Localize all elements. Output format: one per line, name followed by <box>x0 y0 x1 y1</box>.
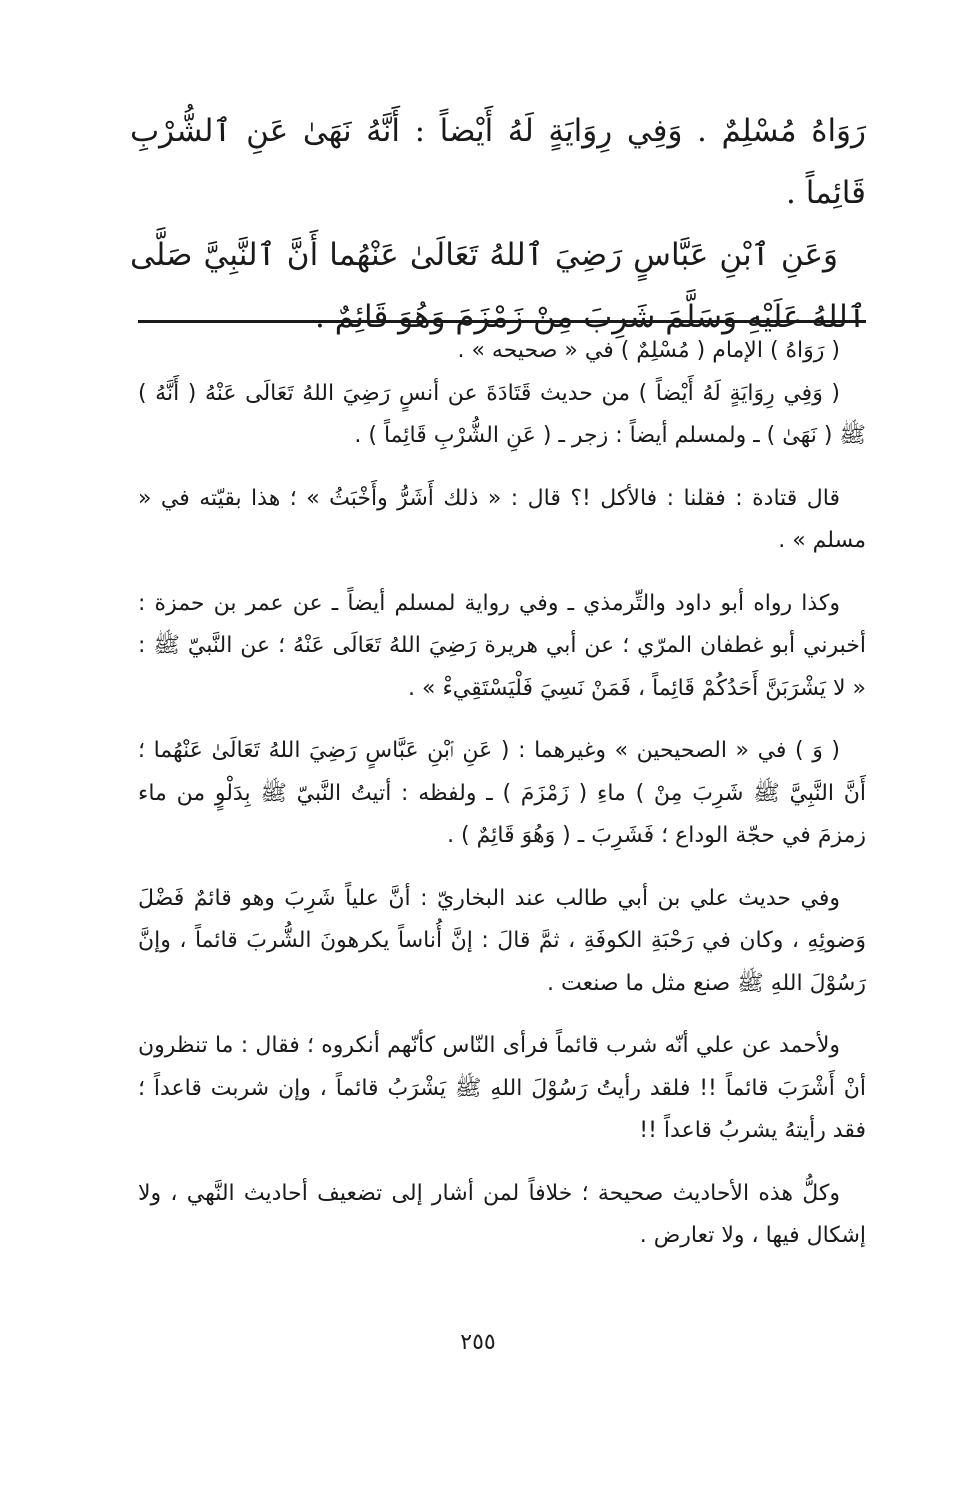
commentary-paragraph-1: ( رَوَاهُ ) الإمام ( مُسْلِمٌ ) في « صحيحه » . <box>457 338 840 363</box>
commentary-paragraph-4: وكذا رواه أبو داود والتِّرمذي ـ وفي رواية لمسلم أيضاً ـ عن عمر بن حمزة : أخبرني أبو غطفان المرّي ؛ عن أبي هريرة رَضِيَ اللهُ تَعَالَى عَنْهُ ؛ عن النَّبيّ ﷺ : « لا يَشْرَبَنَّ أَحَدُكُمْ قَائِماً ، فَمَنْ نَسِيَ فَلْيَسْتَقِيءْ » . <box>138 590 866 701</box>
commentary-text <box>138 330 866 1278</box>
matn-hadith-2: وَعَنِ ٱبْنِ عَبَّاسٍ رَضِيَ ٱللهُ تَعَالَىٰ عَنْهُما أَنَّ ٱلنَّبِيَّ صَلَّى ٱللهُ عَلَيْهِ وَسَلَّمَ شَرِبَ مِنْ زَمْزَمَ وَهُوَ قَائِمٌ . <box>130 237 866 335</box>
commentary-paragraph-7: ولأحمد عن علي أنّه شرب قائماً فرأى النّاس كأنّهم أنكروه ؛ فقال : ما تنظرون أنْ أَشْرَبَ قائماً !! فلقد رأيتُ رَسُوْلَ اللهِ ﷺ يَشْرَبُ قائماً ، وإن شربت قاعداً ؛ فقد رأيتهُ يشربُ قاعداً !! <box>138 1033 866 1143</box>
commentary-paragraph-3: قال قتادة : فقلنا : فالأكل !؟ قال : « ذلك أَشَرُّ وأَخْبَثُ » ؛ هذا بقيّته في « مسلم » . <box>138 485 866 553</box>
page-number: ٢٥٥ <box>460 1330 496 1355</box>
commentary-paragraph-6: وفي حديث علي بن أبي طالب عند البخاريّ : أنَّ علياً شَرِبَ وهو قائمٌ فَضْلَ وَضوئِهِ ، وكان في رَحْبَةِ الكوفَةِ ، ثمَّ قالَ : إنَّ أُناساً يكرهونَ الشُّربَ قائماً ، وإنَّ رَسُوْلَ اللهِ ﷺ صنع مثل ما صنعت . <box>138 885 866 996</box>
commentary-paragraph-8: وكلُّ هذه الأحاديث صحيحة ؛ خلافاً لمن أشار إلى تضعيف أحاديث النَّهي ، ولا إشكال فيها ، ولا تعارض . <box>138 1180 866 1248</box>
matn-line-1: رَوَاهُ مُسْلِمٌ . وَفِي رِوَايَةٍ لَهُ أَيْضاً : أَنَّهُ نَهَىٰ عَنِ ٱلشُّرْبِ قَائِماً . <box>130 113 866 211</box>
commentary-paragraph-2: ( وَفِي رِوَايَةٍ لَهُ أَيْضاً ) من حديث قَتَادَةَ عن أنسٍ رَضِيَ اللهُ تَعَالَى عَنْهُ ( أَنَّهُ ) ﷺ ( نَهَىٰ ) ـ ولمسلم أيضاً : زجر ـ ( عَنِ الشُّرْبِ قَائِماً ) . <box>138 380 866 448</box>
commentary-paragraph-5: ( وَ ) في « الصحيحين » وغيرهما : ( عَنِ ٱبْنِ عَبَّاسٍ رَضِيَ اللهُ تَعَالَىٰ عَنْهُما ؛ أَنَّ النَّبِيَّ ﷺ شَرِبَ مِنْ ) ماءِ ( زَمْزَمَ ) ـ ولفظه : أتيتُ النَّبيّ ﷺ بِدَلْوٍ من ماء زمزمَ في حجّة الوداع ؛ فَشَرِبَ ـ ( وَهُوَ قَائِمٌ ) . <box>138 738 866 848</box>
footnote-divider <box>138 320 866 323</box>
main-hadith-text <box>130 100 866 348</box>
